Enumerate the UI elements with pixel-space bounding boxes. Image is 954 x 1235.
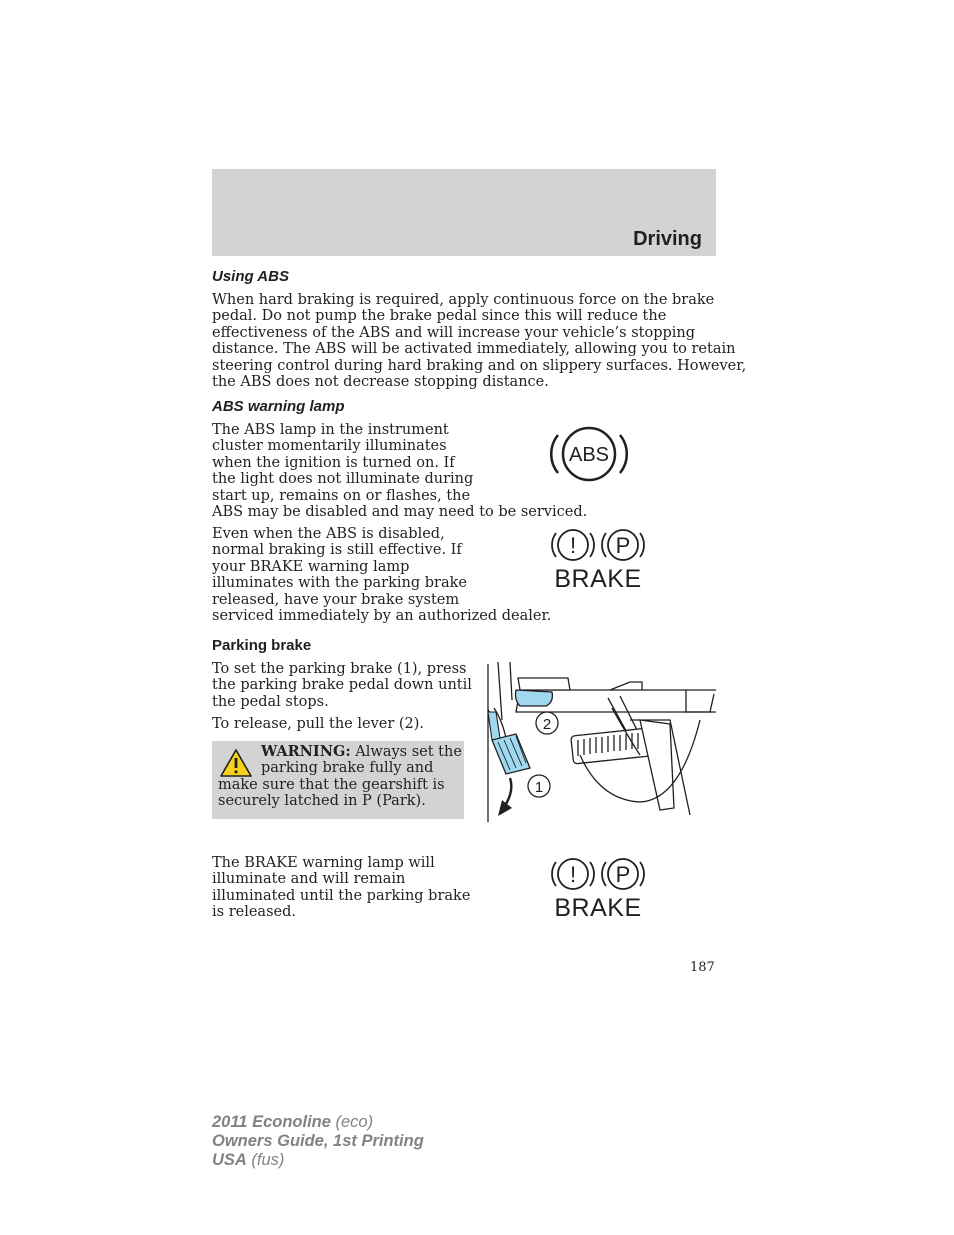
parking-brake-release-text: To release, pull the lever (2). — [212, 716, 425, 732]
text-line: start up, remains on or flashes, the — [212, 487, 471, 504]
text-line: the parking brake pedal down until — [212, 677, 472, 694]
header-band — [212, 169, 716, 256]
section-title: Driving — [633, 228, 702, 250]
text-line: the pedal stops. — [212, 693, 329, 710]
abs-lamp-heading: ABS warning lamp — [212, 398, 345, 415]
footer-model: 2011 Econoline — [212, 1113, 331, 1131]
text-line: Even when the ABS is disabled, — [212, 526, 445, 542]
parking-brake-heading: Parking brake — [212, 637, 312, 654]
brake-warning-icon — [550, 856, 646, 894]
abs-disabled-paragraph — [212, 526, 551, 624]
exclamation-icon: ! — [569, 862, 577, 887]
text-line: securely latched in P (Park). — [218, 793, 426, 810]
text-line: The ABS lamp in the instrument — [212, 422, 449, 438]
footer-region: USA — [212, 1151, 247, 1169]
text-line: the ABS does not decrease stopping distance. — [212, 374, 549, 391]
brake-icon-word: BRAKE — [554, 565, 642, 593]
footer-edition: Owners Guide, 1st Printing — [212, 1132, 424, 1150]
abs-warning-icon — [548, 423, 630, 485]
brake-icon-word: BRAKE — [554, 894, 642, 922]
callout-2-label: 2 — [542, 716, 552, 733]
text-line: When hard braking is required, apply continuous force on the brake — [212, 292, 715, 308]
text-line: is released. — [212, 904, 296, 921]
footer-model-code: (eco) — [330, 1113, 374, 1131]
text-line: your BRAKE warning lamp — [212, 558, 410, 575]
text-line: The BRAKE warning lamp will — [212, 855, 435, 871]
text-line: make sure that the gearshift is — [218, 776, 445, 793]
text-line: ABS may be disabled and may need to be serviced. — [212, 504, 588, 521]
text-line: effectiveness of the ABS and will increase your vehicle’s stopping — [212, 324, 696, 341]
text-line: distance. The ABS will be activated immediately, allowing you to retain — [212, 341, 736, 358]
text-line: cluster momentarily illuminates — [212, 438, 447, 455]
parking-brake-illustration — [480, 660, 720, 825]
parking-p-icon: P — [615, 533, 631, 558]
text-line: the light does not illuminate during — [212, 471, 474, 488]
exclamation-icon: ! — [569, 533, 577, 558]
text-line: Always set the — [355, 744, 462, 760]
warning-box — [212, 741, 464, 819]
text-line: To set the parking brake (1), press — [212, 661, 467, 677]
text-line: released, have your brake system — [212, 591, 460, 608]
text-line: serviced immediately by an authorized dealer. — [212, 608, 552, 625]
text-line: illuminates with the parking brake — [212, 575, 467, 592]
using-abs-heading: Using ABS — [212, 268, 289, 285]
text-line: pedal. Do not pump the brake pedal since this will reduce the — [212, 308, 667, 325]
abs-lamp-paragraph — [212, 422, 587, 520]
page-number: 187 — [690, 960, 715, 975]
parking-p-icon: P — [615, 862, 631, 887]
abs-icon-label: ABS — [568, 444, 610, 466]
brake-warning-icon — [550, 527, 646, 565]
callout-1-label: 1 — [534, 779, 544, 796]
warning-label: WARNING: — [261, 743, 351, 760]
text-line: illuminate and will remain — [212, 871, 406, 888]
text-line: steering control during hard braking and on slippery surfaces. However, — [212, 357, 747, 374]
text-line: illuminated until the parking brake — [212, 887, 471, 904]
text-line: when the ignition is turned on. If — [212, 454, 455, 471]
parking-brake-set-paragraph — [212, 661, 472, 710]
footer-region-code: (fus) — [246, 1151, 285, 1169]
text-line: normal braking is still effective. If — [212, 542, 462, 559]
warning-text — [218, 744, 462, 810]
document-footer — [212, 1113, 424, 1170]
text-line: parking brake fully and — [261, 760, 434, 777]
using-abs-paragraph — [212, 292, 746, 390]
brake-lamp-paragraph — [212, 855, 470, 921]
